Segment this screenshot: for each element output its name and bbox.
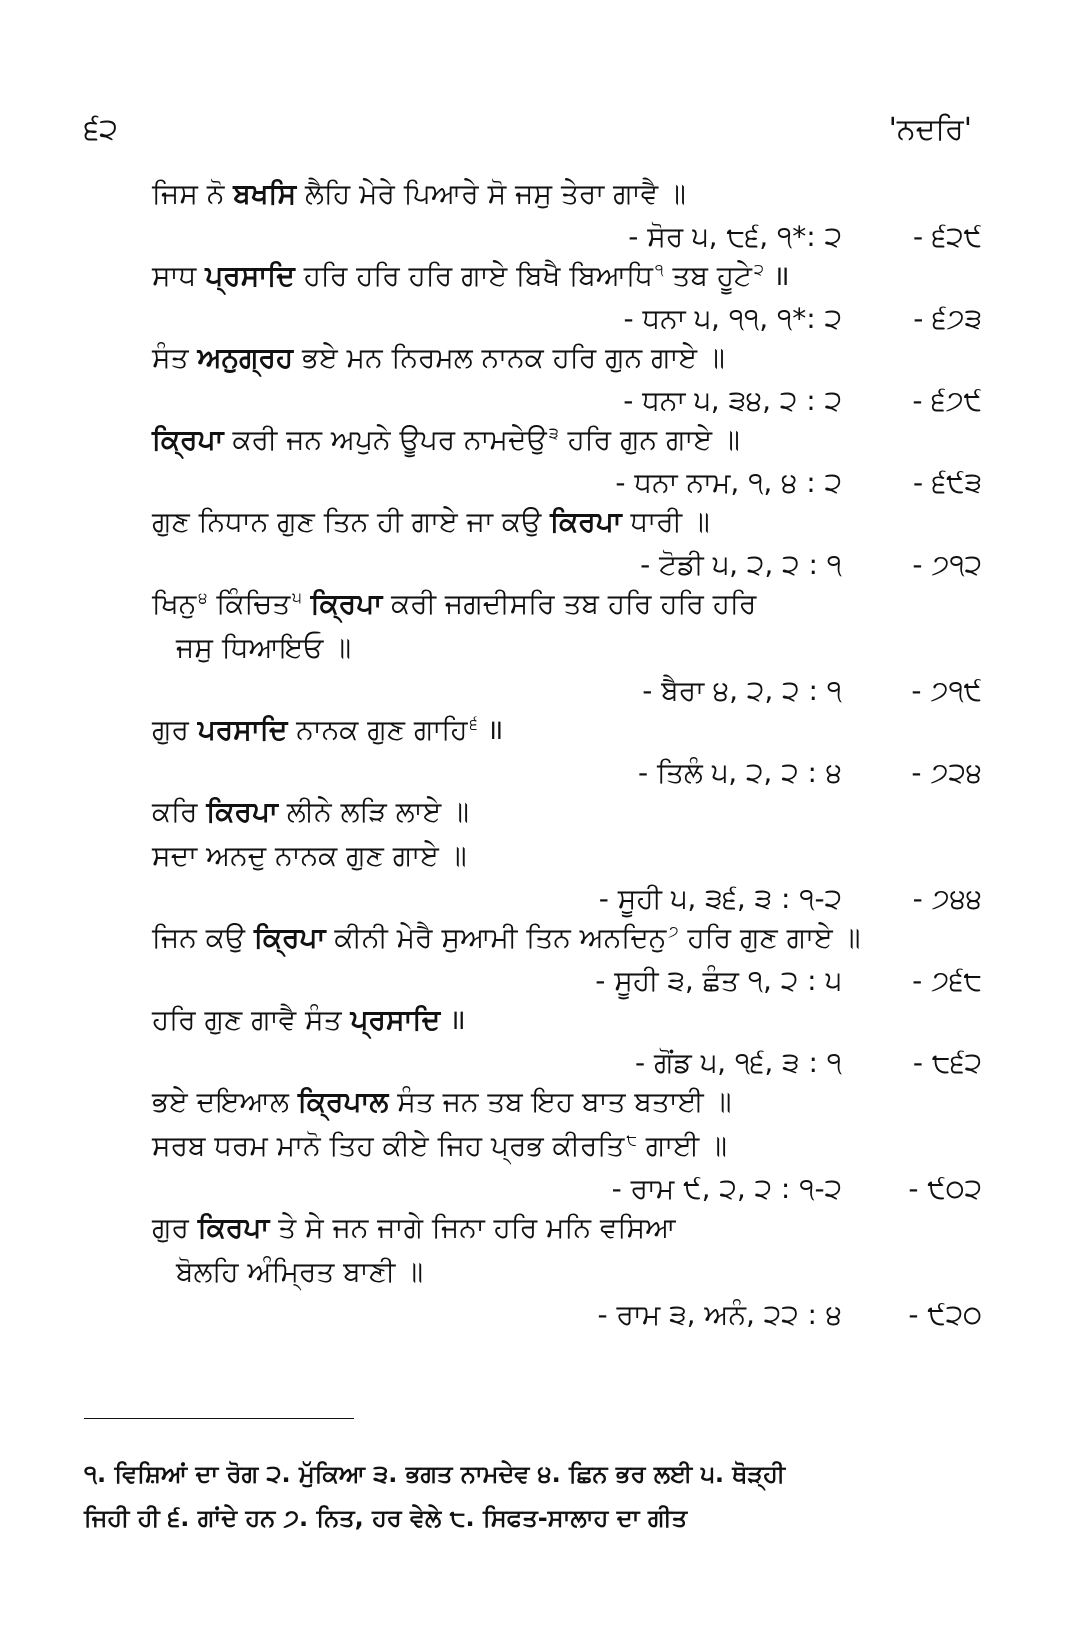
verse-text: ਗਾਈ ॥ (636, 1129, 728, 1162)
reference-page: - ੬੯੩ (912, 466, 982, 499)
verse-reference (152, 216, 982, 254)
footnote-marker: ੬ (469, 713, 478, 733)
verse-text: ॥ (440, 1003, 466, 1036)
verse-entry (152, 790, 982, 916)
footnote-marker: ੧ (654, 259, 664, 279)
verse-text: ॥ (477, 713, 504, 746)
verse-keyword: ਬਖਸਿ (233, 177, 297, 210)
verse-entry (152, 254, 982, 336)
verse-line (152, 626, 982, 670)
verse-text: ਖਿਨੁ (152, 587, 197, 620)
verse-text: ਲੈਹਿ ਮੇਰੇ ਪਿਆਰੇ ਸੋ ਜਸੁ ਤੇਰਾ ਗਾਵੈ ॥ (296, 177, 686, 210)
verse-entry (152, 708, 982, 790)
footnote-marker: ੭ (668, 921, 679, 941)
verse-text: ਸੰਤ (152, 341, 198, 374)
reference-text: - ਰਾਮ ੯, ੨, ੨ : ੧-੨ (611, 1172, 842, 1205)
verse-keyword: ਕ੍ਰਿਪਾ (152, 423, 224, 456)
reference-page: - ੮੬੨ (912, 1046, 982, 1079)
reference-page: - ੯੦੨ (908, 1172, 982, 1205)
running-title: 'ਨਦਰਿ' (888, 112, 972, 147)
verse-text: ਬੋਲਹਿ ਅੰਮ੍ਰਿਤ ਬਾਣੀ ॥ (176, 1255, 424, 1288)
verse-line (152, 500, 982, 544)
verse-text: ਜਸੁ ਧਿਆਇਓ ॥ (176, 631, 352, 664)
verse-reference (152, 670, 982, 708)
verse-text: ਗੁਣ ਨਿਧਾਨ ਗੁਣ ਤਿਨ ਹੀ ਗਾਏ ਜਾ ਕਉ (152, 505, 551, 538)
verse-text: ਭਏ ਮਨ ਨਿਰਮਲ ਨਾਨਕ ਹਰਿ ਗੁਨ ਗਾਏ ॥ (293, 341, 725, 374)
verse-entry (152, 998, 982, 1080)
verse-entry (152, 582, 982, 708)
reference-text: - ਟੋਡੀ ੫, ੨, ੨ : ੧ (640, 548, 842, 581)
footnote-line: ਜਿਹੀ ਹੀ ੬. ਗਾਂਦੇ ਹਨ ੭. ਨਿਤ, ਹਰ ਵੇਲੇ ੮. ਸਿਫਤ-ਸਾਲਾਹ ਦਾ ਗੀਤ (84, 1504, 688, 1532)
verse-reference (152, 878, 982, 916)
verse-entry (152, 418, 982, 500)
verse-keyword: ਪ੍ਰਸਾਦਿ (350, 1003, 441, 1036)
footnote-divider (84, 1418, 354, 1419)
verse-text: ਹਰਿ ਗੁਣ ਗਾਵੈ ਸੰਤ (152, 1003, 351, 1036)
verse-line (152, 1206, 982, 1250)
verse-entry (152, 1080, 982, 1206)
footnote-marker: ੫ (292, 587, 302, 607)
verse-line (152, 254, 982, 298)
verse-text: ਹਰਿ ਗੁਨ ਗਾਏ ॥ (558, 423, 740, 456)
reference-page: - ੬੭੯ (912, 384, 982, 417)
reference-page: - ੭੨੪ (911, 756, 982, 789)
verse-text: ਸੰਤ ਜਨ ਤਬ ਇਹ ਬਾਤ ਬਤਾਈ ॥ (388, 1085, 732, 1118)
verse-entry (152, 500, 982, 582)
verse-keyword: ਪ੍ਰਸਾਦਿ (205, 259, 295, 292)
verse-text: ਕਰੀ ਜਨ ਅਪੁਨੇ ਊਪਰ ਨਾਮਦੇਉ (223, 423, 547, 456)
verse-text: ॥ (763, 259, 790, 292)
verse-text: ਤੇ ਸੇ ਜਨ ਜਾਗੇ ਜਿਨਾ ਹਰਿ ਮਨਿ ਵਸਿਆ (269, 1211, 676, 1244)
verse-keyword: ਕਿਰਪਾ (206, 795, 278, 828)
verse-keyword: ਪਰਸਾਦਿ (197, 713, 288, 746)
reference-page: - ੭੧੨ (912, 548, 982, 581)
page-number: ੬੨ (84, 112, 118, 147)
verse-keyword: ਕਿਰਪਾ (197, 1211, 270, 1244)
footnote-marker: ੩ (548, 423, 559, 443)
verse-line (152, 418, 982, 462)
verse-line (152, 790, 982, 834)
reference-page: - ੭੧੯ (911, 674, 982, 707)
reference-text: - ਧਨਾ ਨਾਮ, ੧, ੪ : ੨ (615, 466, 842, 499)
reference-page: - ੬੨੯ (912, 220, 982, 253)
verse-line (152, 336, 982, 380)
footnotes (84, 1452, 984, 1540)
verse-keyword: ਅਨੁਗ੍ਰਹ (197, 341, 294, 374)
reference-text: - ਧਨਾ ੫, ੩੪, ੨ : ੨ (623, 384, 842, 417)
verse-reference (152, 1042, 982, 1080)
reference-text: - ਸੋਰ ੫, ੮੬, ੧*: ੨ (628, 220, 842, 253)
verse-reference (152, 298, 982, 336)
verse-text: ਜਿਸ ਨੋ (152, 177, 234, 210)
reference-text: - ਧਨਾ ੫, ੧੧, ੧*: ੨ (623, 302, 842, 335)
reference-text: - ਰਾਮ ੩, ਅਨੰ, ੨੨ : ੪ (597, 1298, 842, 1331)
reference-text: - ਸੂਹੀ ੫, ੩੬, ੩ : ੧-੨ (598, 882, 842, 915)
verse-keyword: ਕ੍ਰਿਪਾ (253, 921, 326, 954)
verse-text: ਲੀਨੇ ਲੜਿ ਲਾਏ ॥ (277, 795, 470, 828)
verse-keyword: ਕਿਰਪਾ (550, 505, 622, 538)
verse-reference (152, 462, 982, 500)
reference-text: - ਗੋਂਡ ੫, ੧੬, ੩ : ੧ (635, 1046, 842, 1079)
verse-line (152, 1080, 982, 1124)
verse-line (152, 998, 982, 1042)
verse-line (152, 834, 982, 878)
footnote-line: ੧. ਵਿਸ਼ਿਆਂ ਦਾ ਰੋਗ ੨. ਮੁੱਕਿਆ ੩. ਭਗਤ ਨਾਮਦੇਵ ੪. ਛਿਨ ਭਰ ਲਈ ੫. ਥੋੜ੍ਹੀ (84, 1460, 786, 1488)
verse-text (302, 587, 311, 620)
verse-text: ਸਰਬ ਧਰਮ ਮਾਨੋ ਤਿਹ ਕੀਏ ਜਿਹ ਪ੍ਰਭ ਕੀਰਤਿ (152, 1129, 625, 1162)
verse-keyword: ਕ੍ਰਿਪਾਲ (297, 1085, 389, 1118)
verse-reference (152, 1294, 982, 1332)
verse-text: ਤਬ ਹੂਟੇ (663, 259, 752, 292)
footnote-marker: ੨ (753, 259, 764, 279)
verse-reference (152, 752, 982, 790)
verse-text: ਸਾਧ (152, 259, 206, 292)
verse-text: ਨਾਨਕ ਗੁਣ ਗਾਹਿ (287, 713, 468, 746)
footnote-marker: ੪ (198, 587, 208, 607)
verse-line (152, 916, 982, 960)
verse-text: ਕੀਨੀ ਮੇਰੈ ਸੁਆਮੀ ਤਿਨ ਅਨਦਿਨੁ (325, 921, 667, 954)
verse-text: ਗੁਰ (152, 1211, 198, 1244)
reference-page: - ੬੭੩ (913, 302, 982, 335)
verse-line (152, 172, 982, 216)
verse-reference (152, 960, 982, 998)
verse-text: ਭਏ ਦਇਆਲ (152, 1085, 298, 1118)
verse-text: ਧਾਰੀ ॥ (621, 505, 710, 538)
verse-text: ਸਦਾ ਅਨਦੁ ਨਾਨਕ ਗੁਣ ਗਾਏ ॥ (152, 839, 467, 872)
reference-page: - ੯੨੦ (908, 1298, 982, 1331)
reference-text: - ਸੂਹੀ ੩, ਛੰਤ ੧, ੨ : ੫ (595, 964, 842, 997)
verse-entry (152, 1206, 982, 1332)
verse-line (152, 582, 982, 626)
verse-text: ਹਰਿ ਗੁਣ ਗਾਏ ॥ (678, 921, 861, 954)
verse-reference (152, 1168, 982, 1206)
verse-text: ਗੁਰ (152, 713, 198, 746)
verse-reference (152, 544, 982, 582)
reference-text: - ਬੈਰਾ ੪, ੨, ੨ : ੧ (642, 674, 842, 707)
verse-line (152, 1250, 982, 1294)
verse-text: ਕਰਿ (152, 795, 207, 828)
verse-text: ਕਿੰਚਿਤ (207, 587, 291, 620)
verse-line (152, 708, 982, 752)
verse-text: ਜਿਨ ਕਉ (152, 921, 254, 954)
verse-text: ਹਰਿ ਹਰਿ ਹਰਿ ਗਾਏ ਬਿਖੈ ਬਿਆਧਿ (294, 259, 653, 292)
verse-entry (152, 172, 982, 254)
reference-page: - ੭੬੮ (912, 964, 982, 997)
footnote-marker: ੮ (626, 1129, 637, 1149)
verse-entry (152, 336, 982, 418)
verse-line (152, 1124, 982, 1168)
verse-keyword: ਕ੍ਰਿਪਾ (310, 587, 383, 620)
reference-text: - ਤਿਲੰ ੫, ੨, ੨ : ੪ (637, 756, 842, 789)
verse-entry (152, 916, 982, 998)
reference-page: - ੭੪੪ (912, 882, 982, 915)
verse-text: ਕਰੀ ਜਗਦੀਸਰਿ ਤਬ ਹਰਿ ਹਰਿ ਹਰਿ (382, 587, 757, 620)
verse-reference (152, 380, 982, 418)
verse-list (152, 172, 982, 1332)
